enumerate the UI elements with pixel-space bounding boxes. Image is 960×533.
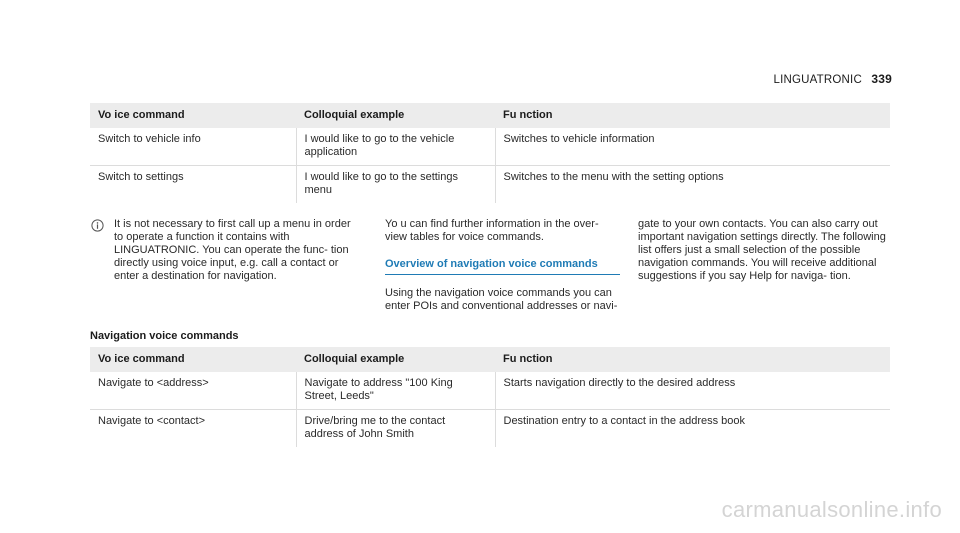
column-header-function: Fu nction (495, 347, 890, 372)
voice-command-cell: Navigate to <address> (90, 372, 296, 410)
navigation-intro-paragraph: Using the navigation voice commands you can enter POIs and conventional addresses or navi- (385, 287, 618, 312)
function-cell: Switches to the menu with the setting options (503, 171, 724, 183)
voice-command-cell: Navigate to <contact> (90, 410, 296, 448)
middle-column (385, 218, 620, 313)
colloquial-example-cell: Drive/bring me to the contact address of John Smith (296, 410, 495, 448)
table-row (90, 166, 890, 204)
table-header-row (90, 347, 890, 372)
overview-reference-paragraph: Yo u can find further information in the over- view tables for voice commands. (385, 218, 599, 243)
colloquial-example-cell: Navigate to address "100 King Street, Leeds" (296, 372, 495, 410)
navigation-continuation-paragraph: gate to your own contacts. You can also carry out important navigation settings directly. The following list offers just a small selection of the possible navigation commands. You will receive additional suggestions if you say Help for naviga- tion. (638, 218, 886, 282)
navigation-voice-commands-heading: Navigation voice commands (90, 330, 239, 342)
column-header-colloquial-example: Colloquial example (296, 103, 495, 128)
column-header-function: Fu nction (495, 103, 890, 128)
note-text: It is not necessary to first call up a menu in order to operate a function it contains with LINGUATRONIC. You can operate the func- tion directly using voice input, e.g. call a contact or enter a destination for navigation. (114, 218, 351, 282)
function-cell: Destination entry to a contact in the address book (503, 415, 746, 427)
column-header-colloquial-example: Colloquial example (296, 347, 495, 372)
voice-command-table-general (90, 103, 890, 203)
watermark: carmanualsonline.info (721, 497, 942, 522)
table-row (90, 128, 890, 166)
page-header (774, 72, 892, 86)
voice-command-cell: Switch to vehicle info (90, 128, 296, 166)
function-cell: Switches to vehicle information (495, 128, 890, 166)
voice-command-cell: Switch to settings (90, 166, 296, 204)
note-block (90, 218, 355, 283)
right-column (638, 218, 893, 283)
section-heading-overview: Overview of navigation voice commands (385, 258, 620, 275)
voice-command-table-navigation (90, 347, 890, 447)
colloquial-example-cell: I would like to go to the settings menu (296, 166, 495, 204)
column-header-voice-command: Vo ice command (90, 103, 296, 128)
table-row (90, 372, 890, 410)
function-cell: Starts navigation directly to the desired address (495, 372, 890, 410)
section-title: LINGUATRONIC (773, 74, 862, 86)
table-row (90, 410, 890, 448)
info-i-icon (90, 218, 104, 232)
table-header-row (90, 103, 890, 128)
page-number: 339 (871, 72, 892, 86)
column-header-voice-command: Vo ice command (90, 347, 296, 372)
colloquial-example-cell: I would like to go to the vehicle application (296, 128, 495, 166)
